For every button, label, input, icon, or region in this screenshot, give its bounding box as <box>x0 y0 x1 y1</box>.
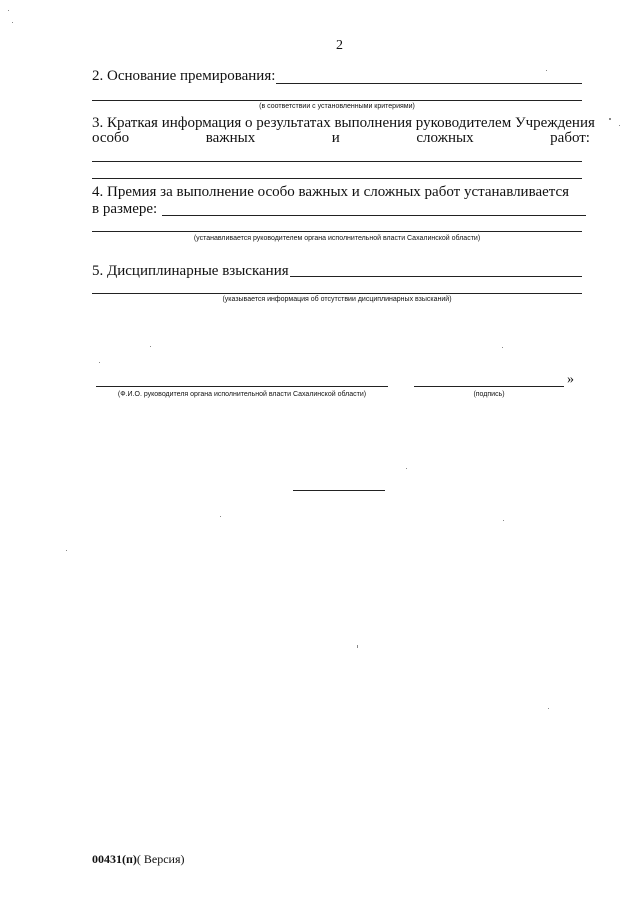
scan-speck <box>619 125 620 126</box>
section-3-line-b <box>92 178 582 179</box>
scan-speck <box>66 550 67 551</box>
scan-speck <box>502 347 503 348</box>
page-number: 2 <box>336 38 343 53</box>
section-5-label: 5. Дисциплинарные взыскания <box>92 263 289 279</box>
scan-speck <box>220 516 221 517</box>
closing-quote: » <box>567 372 574 387</box>
section-5-fill-line <box>290 276 582 277</box>
document-version: ( Версия) <box>136 852 185 866</box>
section-2-second-line <box>92 100 582 101</box>
signature-note: (подпись) <box>473 391 505 398</box>
section-2-label: 2. Основание премирования: <box>92 68 276 84</box>
section-2-note: (в соответствии с установленными критериями) <box>259 103 415 110</box>
scan-speck <box>406 468 407 469</box>
section-5-note: (указывается информация об отсутствии дисциплинарных взысканий) <box>222 296 452 303</box>
name-signature-line <box>96 386 388 387</box>
section-2-fill-line <box>276 83 582 84</box>
section-3-word: важных <box>205 130 256 146</box>
section-3-word: сложных <box>416 130 474 146</box>
scan-speck <box>503 520 504 521</box>
scan-speck <box>99 362 100 363</box>
section-4-line2: в размере: <box>92 201 158 217</box>
name-signature-note: (Ф.И.О. руководителя органа исполнительной власти Сахалинской области) <box>117 391 367 398</box>
scan-speck <box>12 22 13 23</box>
scan-speck <box>609 118 611 120</box>
section-3-word: особо <box>92 130 130 146</box>
section-4-note: (устанавливается руководителем органа исполнительной власти Сахалинской области) <box>193 235 481 242</box>
section-3-word: и <box>331 130 340 146</box>
section-3-line1: 3. Краткая информация о результатах выполнения руководителем Учреждения <box>92 115 595 131</box>
scan-speck <box>546 70 547 71</box>
signature-line <box>414 386 564 387</box>
scan-speck <box>357 645 358 648</box>
section-3-line-a <box>92 161 582 162</box>
scan-speck <box>548 708 549 709</box>
section-4-second-line <box>92 231 582 232</box>
scan-speck <box>8 10 9 11</box>
closing-line <box>293 490 385 491</box>
section-5-second-line <box>92 293 582 294</box>
document-code <box>92 852 185 867</box>
section-4-line1: 4. Премия за выполнение особо важных и сложных работ устанавливается <box>92 184 570 200</box>
section-3-line2 <box>92 130 590 147</box>
section-3-word: работ: <box>550 130 590 146</box>
section-4-fill-line <box>162 215 586 216</box>
scan-speck <box>150 346 151 347</box>
document-code-value: 00431(п) <box>92 852 137 866</box>
